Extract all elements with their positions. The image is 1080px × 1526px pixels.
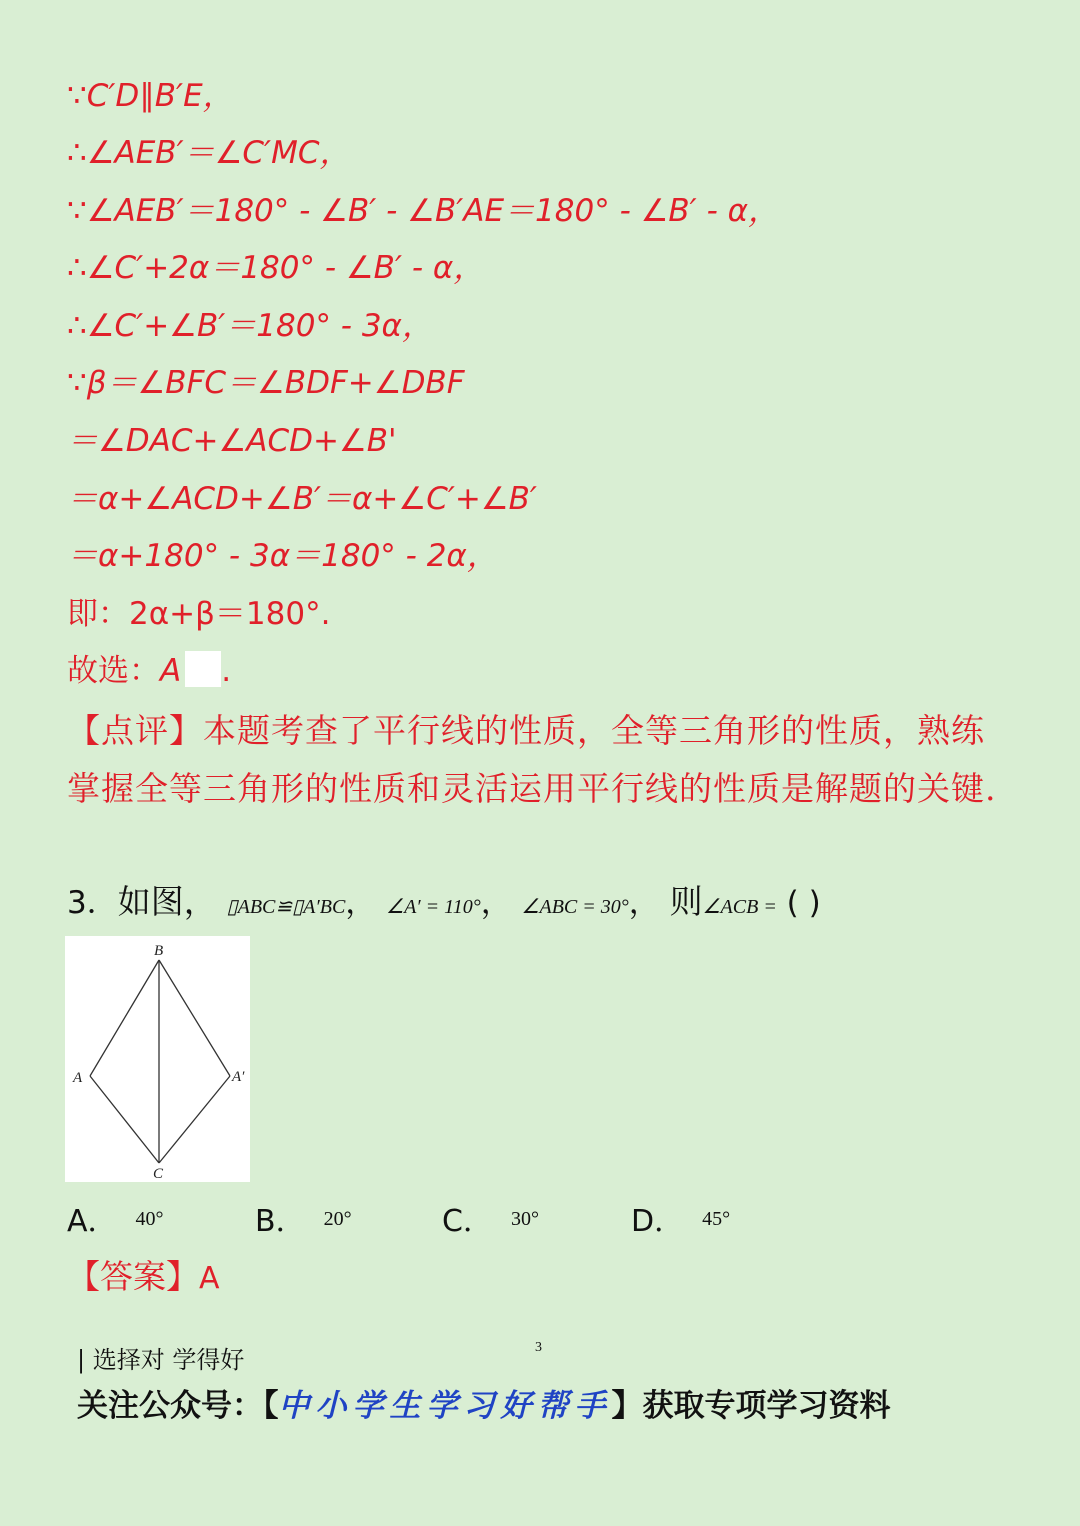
edge-ba [90,960,159,1076]
formula-angle-a: ∠A′ = 110° [386,896,481,918]
geometry-figure [65,936,250,1182]
edge-ac [90,1076,159,1163]
comment-paragraph: 【点评】本题考查了平行线的性质，全等三角形的性质，熟练掌握全等三角形的性质和灵活运用平行线的性质是解题的关键. [67,711,997,808]
option-c-letter: C． [442,1204,493,1239]
rhombus-diagram [65,936,250,1182]
option-a-value: 40° [135,1208,164,1230]
label-a-prime: A′ [232,1069,245,1085]
formula-congruence: ▯ABC≌▯A′BC [226,896,346,918]
option-c[interactable] [442,1196,539,1245]
choice-value: A [160,653,182,689]
label-a: A [73,1070,83,1086]
solution-line-2: ∴∠AEB′＝∠C′MC， [67,135,351,171]
edge-a2c [159,1076,230,1163]
edge-ba2 [159,960,230,1076]
solution-line-6: ∵β＝∠BFC＝∠BDF+∠DBF [67,365,465,401]
question-then: 则 [669,882,703,921]
solution-line-10: 即：2α+β＝180°. [67,596,331,632]
option-d-letter: D． [631,1204,685,1239]
formula-angle-acb: ∠ACB = [702,896,777,918]
separator-2: ， [480,885,512,921]
promo-suffix: 】获取专项学习资料 [611,1388,891,1424]
answer-line [67,1254,220,1302]
solution-line-9: ＝α+180° - 3α＝180° - 2α， [67,538,498,574]
answer-paren: ( ) [786,885,821,921]
choice-prefix: 故选： [67,653,160,689]
label-c: C [153,1166,164,1182]
solution-line-4: ∴∠C′+2α＝180° - ∠B′ - α， [67,250,485,286]
redaction-box [185,651,221,687]
separator-3: ， [628,885,660,921]
solution-line-5: ∴∠C′+∠B′＝180° - 3α， [67,308,433,344]
solution-line-1: ∵C′D∥B′E， [67,78,234,114]
page-number: 3 [535,1340,542,1355]
question-intro: 如图， [117,882,217,921]
option-a-letter: A． [67,1204,118,1239]
choice-suffix: . [221,653,232,689]
promo-banner [77,1383,891,1429]
option-a[interactable] [67,1196,164,1245]
solution-line-8: ＝α+∠ACD+∠B′＝α+∠C′+∠B′ [67,481,537,517]
promo-prefix: 关注公众号：【 [77,1388,279,1424]
question-number: 3． [67,885,118,921]
footer-slogan: | 选择对 学得好 [77,1346,245,1374]
option-c-value: 30° [510,1208,539,1230]
solution-line-7: ＝∠DAC+∠ACD+∠B' [67,423,397,459]
formula-angle-abc: ∠ABC = 30° [521,896,629,918]
option-b[interactable] [255,1196,352,1245]
option-d[interactable] [631,1196,730,1245]
solution-line-3: ∵∠AEB′＝180° - ∠B′ - ∠B′AE＝180° - ∠B′ - α， [67,193,780,229]
label-b: B [154,943,164,959]
choice-line [67,651,231,691]
option-d-value: 45° [702,1208,731,1230]
answer-value: A [199,1261,220,1296]
option-b-letter: B． [255,1204,306,1239]
option-b-value: 20° [323,1208,352,1230]
promo-brand: 中小学生学习好帮手 [278,1388,612,1424]
separator-1: ， [345,885,377,921]
question-3 [67,878,821,931]
answer-label: 【答案】 [67,1257,199,1296]
